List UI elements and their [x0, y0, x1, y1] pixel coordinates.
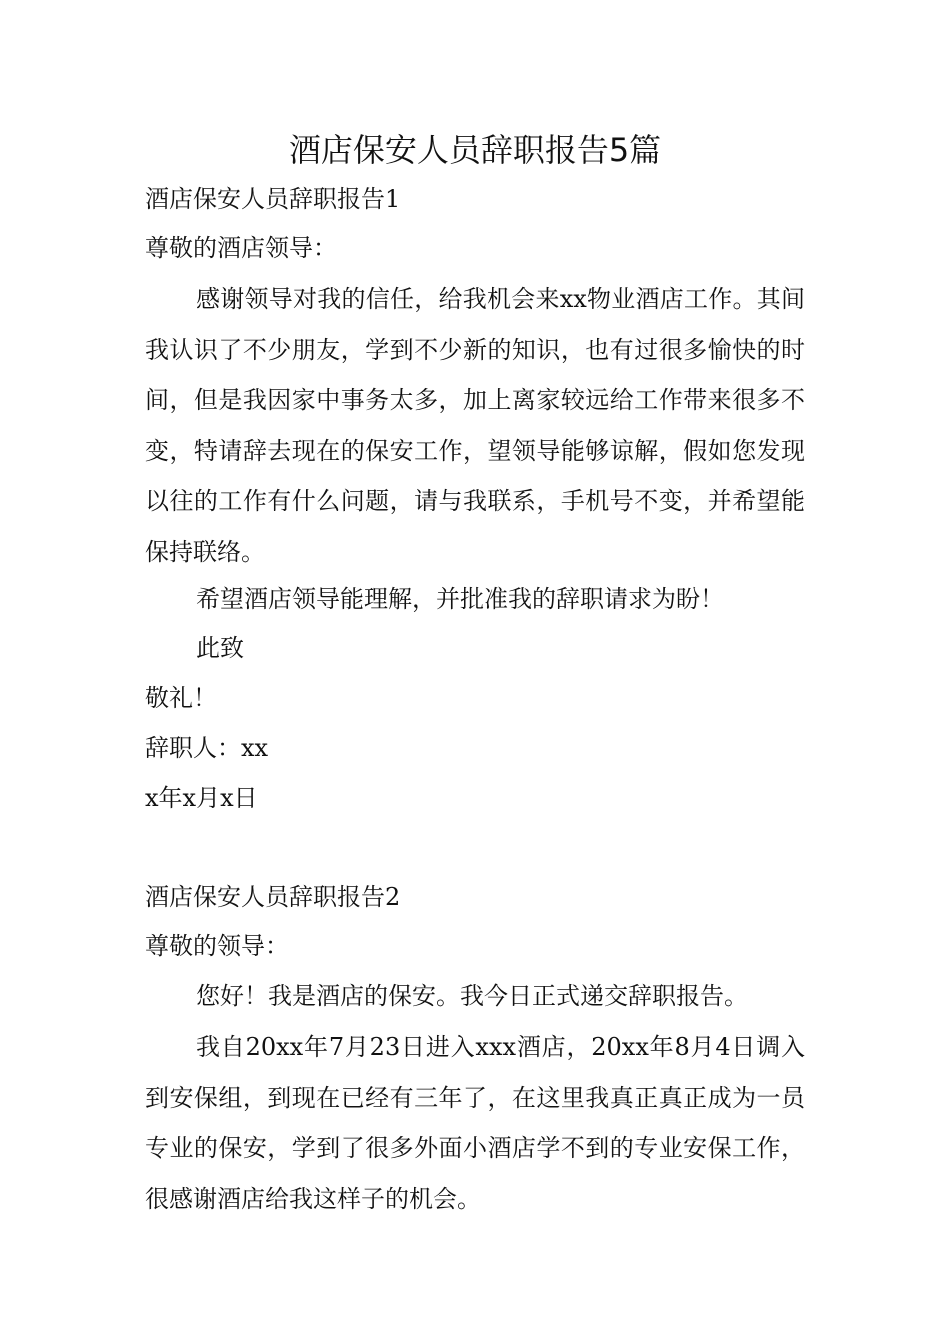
report2-salutation: 尊敬的领导： — [145, 932, 289, 960]
document-title: 酒店保安人员辞职报告5篇 — [288, 131, 662, 169]
report2-heading: 酒店保安人员辞职报告2 — [145, 883, 401, 911]
report1-date: x年x月x日 — [145, 784, 258, 812]
report1-salutation: 尊敬的酒店领导： — [145, 234, 337, 262]
report1-closing-2: 敬礼！ — [145, 684, 217, 712]
report1-signature: 辞职人：xx — [145, 734, 269, 762]
report2-paragraph-1: 您好！我是酒店的保安。我今日正式递交辞职报告。 — [196, 982, 748, 1010]
report1-heading: 酒店保安人员辞职报告1 — [145, 185, 401, 213]
report1-paragraph-1: 感谢领导对我的信任，给我机会来xx物业酒店工作。其间我认识了不少朋友，学到不少新的知识，也有过很多愉快的时间，但是我因家中事务太多，加上离家较远给工作带来很多不变，特请辞去现在的保安工作，望领导能够谅解，假如您发现以往的工作有什么问题，请与我联系，手机号不变，并希望能保持联络。 — [145, 285, 805, 566]
report2-paragraph-2: 我自20xx年7月23日进入xxx酒店，20xx年8月4日调入到安保组，到现在已经有三年了，在这里我真正真正成为一员专业的保安，学到了很多外面小酒店学不到的专业安保工作，很感谢酒店给我这样子的机会。 — [145, 1033, 805, 1213]
report1-closing-1: 此致 — [196, 634, 244, 662]
report1-paragraph-2: 希望酒店领导能理解，并批准我的辞职请求为盼！ — [196, 585, 724, 613]
